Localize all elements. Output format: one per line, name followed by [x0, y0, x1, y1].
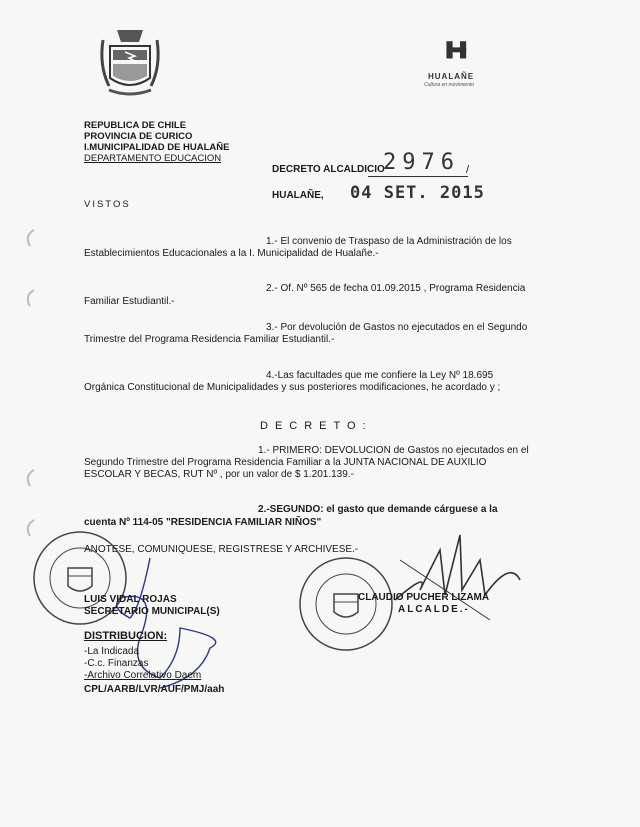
- resolution-text: ESCOLAR Y BECAS, RUT Nº , por un valor de $ 1.201.139.-: [84, 469, 354, 480]
- distribution-item: -Archivo Correlativo Daem: [84, 670, 202, 681]
- secretary-name: LUIS VIDAL ROJAS: [84, 594, 177, 605]
- resolution-text: cuenta Nº 114-05 "RESIDENCIA FAMILIAR NIÑOS": [84, 517, 322, 528]
- distribution-initials: CPL/AARB/LVR/AUF/PMJ/aah: [84, 684, 225, 695]
- decree-place: HUALAÑE,: [272, 190, 324, 201]
- distribution-title: DISTRIBUCION:: [84, 630, 168, 642]
- secretary-signature-block: [84, 594, 220, 618]
- distribution-list: [84, 646, 201, 682]
- decreto-heading: DECRETO:: [260, 420, 373, 432]
- paragraph-text: Establecimientos Educacionales a la I. Municipalidad de Hualañe.-: [84, 248, 379, 259]
- letterhead-line: PROVINCIA DE CURICO: [84, 131, 193, 142]
- mayor-title: ALCALDE.-: [398, 604, 470, 615]
- decree-label: DECRETO ALCALDICIO: [272, 164, 385, 175]
- paragraph-text: 4.-Las facultades que me confiere la Ley Nº 18.695: [266, 370, 494, 381]
- resolution-text: 1.- PRIMERO: DEVOLUCION de Gastos no ejecutados en el: [258, 445, 529, 456]
- logo-name: HUALAÑE: [428, 72, 475, 81]
- closing-text: ANOTESE, COMUNIQUESE, REGISTRESE Y ARCHIVESE.-: [84, 544, 359, 555]
- decree-slash: /: [466, 164, 470, 176]
- logo-tagline: Cultura en movimiento: [424, 82, 475, 88]
- paragraph-text: 1.- El convenio de Traspaso de la Administración de los: [266, 236, 512, 247]
- mayor-name: CLAUDIO PUCHER LIZAMA: [358, 592, 490, 603]
- decree-number-line: [368, 176, 468, 177]
- letterhead-department: DEPARTAMENTO EDUCACION: [84, 153, 222, 164]
- paragraph-text: Orgánica Constitucional de Municipalidades y sus posteriores modificaciones, he acordado y ;: [84, 382, 501, 393]
- letterhead-line: REPUBLICA DE CHILE: [84, 120, 187, 131]
- decree-number: 2976: [383, 150, 460, 175]
- paragraph-text: 3.- Por devolución de Gastos no ejecutados en el Segundo: [266, 322, 528, 333]
- vistos-heading: VISTOS: [84, 199, 131, 210]
- punch-hole-marks: [0, 0, 40, 827]
- resolution-text: Segundo Trimestre del Programa Residencia Familiar a la JUNTA NACIONAL DE AUXILIO: [84, 457, 487, 468]
- resolution-text: 2.-SEGUNDO: el gasto que demande cárguese a la: [258, 504, 498, 515]
- letterhead: [84, 120, 230, 164]
- paragraph-text: Trimestre del Programa Residencia Familiar Estudiantil.-: [84, 334, 335, 345]
- secretary-title: SECRETARIO MUNICIPAL(S): [84, 606, 220, 617]
- decree-date-stamp: 04 SET. 2015: [350, 183, 485, 203]
- letterhead-line: I.MUNICIPALIDAD DE HUALAÑE: [84, 142, 230, 153]
- distribution-item: -La Indicada: [84, 646, 140, 657]
- municipal-crest-icon: [95, 26, 165, 98]
- paragraph-text: 2.- Of. Nº 565 de fecha 01.09.2015 , Programa Residencia: [266, 283, 526, 294]
- mayor-signature-block: [358, 592, 489, 616]
- paragraph-text: Familiar Estudiantil.-: [84, 296, 175, 307]
- distribution-item: -C.c. Finanzas: [84, 658, 149, 669]
- hualane-logo-icon: [435, 40, 485, 72]
